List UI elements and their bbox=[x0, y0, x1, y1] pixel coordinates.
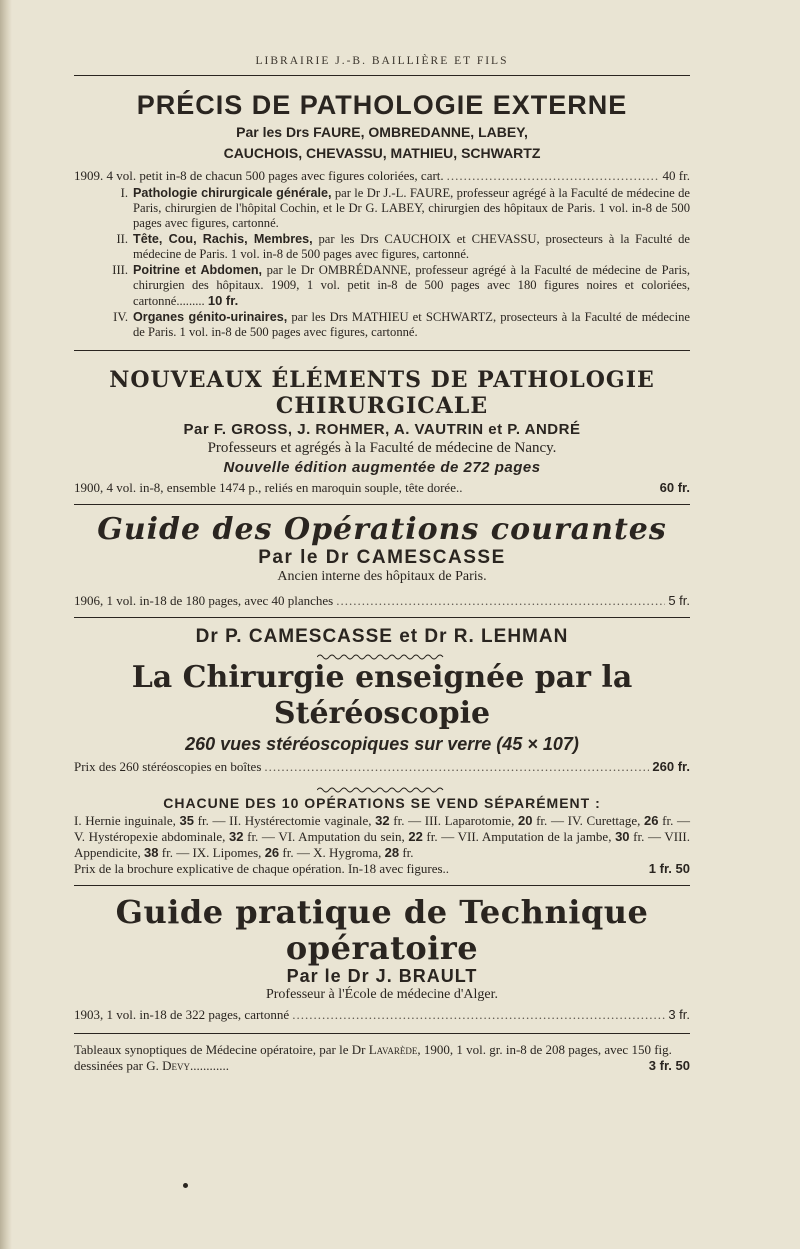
operation-label: II. Hystérectomie vaginale, bbox=[229, 813, 372, 828]
divider bbox=[74, 1033, 690, 1034]
technique-title: Guide pratique de Technique opératoire bbox=[115, 893, 649, 967]
nouveaux-summary bbox=[74, 480, 690, 496]
operation-item bbox=[568, 813, 690, 828]
operation-sep: fr. — bbox=[629, 829, 665, 844]
volume-list bbox=[74, 186, 690, 340]
stereo-price-text: Prix des 260 stéréoscopies en boîtes bbox=[74, 759, 262, 774]
nouveaux-subtitle: Professeurs et agrégés à la Faculté de médecine de Nancy. bbox=[207, 440, 557, 456]
ornament-wave bbox=[74, 648, 690, 656]
running-head: LIBRAIRIE J.-B. BAILLIÈRE ET FILS bbox=[255, 55, 509, 67]
operation-label: VI. Amputation du sein, bbox=[278, 829, 405, 844]
volume-number: IV. bbox=[113, 310, 128, 324]
technique-price: 3 fr. bbox=[668, 1007, 690, 1022]
operation-sep: fr. — bbox=[158, 845, 193, 860]
brochure-price: 1 fr. 50 bbox=[648, 861, 690, 876]
operation-sep: fr. — bbox=[194, 813, 230, 828]
nouveaux-price: 60 fr. bbox=[659, 480, 690, 495]
operation-sep: fr. — bbox=[389, 813, 425, 828]
catalog-page bbox=[74, 55, 690, 1074]
section-nouveaux-elements bbox=[74, 367, 690, 496]
operation-price: 20 bbox=[517, 813, 533, 828]
operation-item bbox=[313, 845, 413, 860]
operation-item bbox=[425, 813, 568, 828]
operation-item bbox=[458, 829, 665, 844]
operation-price: 35 bbox=[179, 813, 195, 828]
volume-item bbox=[74, 186, 690, 231]
operation-item bbox=[192, 845, 313, 860]
guide-operations-summary-text: 1906, 1 vol. in-18 de 180 pages, avec 40 planches bbox=[74, 593, 334, 608]
operation-label: V. Hystéropexie abdominale, bbox=[74, 829, 226, 844]
divider bbox=[74, 350, 690, 351]
guide-operations-title: Guide des Opérations courantes bbox=[97, 512, 667, 547]
volume-head: Tête, Cou, Rachis, Membres, bbox=[133, 232, 313, 246]
stereo-authors: Dr P. CAMESCASSE et Dr R. LEHMAN bbox=[195, 626, 569, 647]
volume-item bbox=[74, 232, 690, 262]
operation-item bbox=[74, 813, 229, 828]
operation-price: 32 bbox=[375, 813, 390, 828]
page-mark bbox=[183, 1183, 188, 1188]
volume-head: Pathologie chirurgicale générale, bbox=[133, 186, 332, 200]
tableaux-author-a: Lavarède bbox=[368, 1042, 418, 1057]
stereo-title: La Chirurgie enseignée par la Stéréoscopie bbox=[131, 660, 633, 731]
volume-text: par le Dr OMBRÉDANNE, professeur agrégé à la Faculté de médecine de Paris, chirurgien des hôpitaux. 1909, 1 vol. petit in-8 de 500 pages avec 180 figures noires et coloriées, cartonné......... bbox=[133, 263, 691, 308]
operation-price: 38 bbox=[144, 845, 159, 860]
precis-summary-text: 1909. 4 vol. petit in-8 de chacun 500 pages avec figures coloriées, cart. bbox=[74, 168, 444, 183]
precis-authors-line1: Par les Drs FAURE, OMBREDANNE, LABEY, bbox=[236, 124, 528, 140]
volume-text: par les Drs CAUCHOIX et CHEVASSU, prosecteurs à la Faculté de médecine de Paris. 1 vol. in-8 de 500 pages avec figures, cartonné. bbox=[133, 232, 690, 261]
operation-label: III. Laparotomie, bbox=[424, 813, 515, 828]
guide-operations-price: 5 fr. bbox=[668, 593, 690, 608]
technique-summary bbox=[74, 1007, 690, 1023]
nouveaux-summary-text: 1900, 4 vol. in-8, ensemble 1474 p., reliés en maroquin souple, tête dorée.. bbox=[74, 480, 463, 495]
operation-label: IX. Lipomes, bbox=[192, 845, 262, 860]
section-technique-operatoire bbox=[74, 894, 690, 1023]
tableaux-text-b: , 1900, 1 vol. gr. in-8 de 208 pages, avec 150 fig. dessinées par G. bbox=[74, 1042, 672, 1073]
technique-summary-text: 1903, 1 vol. in-18 de 322 pages, cartonné bbox=[74, 1007, 290, 1022]
volume-item bbox=[74, 310, 690, 340]
operation-price: 30 bbox=[615, 829, 630, 844]
tableaux-price: 3 fr. 50 bbox=[648, 1058, 690, 1073]
tableaux-author-b: Devy bbox=[162, 1058, 190, 1073]
operation-price: 26 bbox=[644, 813, 659, 828]
volume-number: III. bbox=[112, 263, 128, 277]
operation-sep: fr. bbox=[399, 845, 414, 860]
operation-item bbox=[229, 813, 425, 828]
operation-price: 22 bbox=[408, 829, 423, 844]
operation-label: VIII. Appendicite, bbox=[74, 829, 690, 860]
volume-head: Organes génito-urinaires, bbox=[133, 310, 288, 324]
brochure-text: Prix de la brochure explicative de chaque opération. In-18 avec figures.. bbox=[74, 861, 450, 876]
divider bbox=[74, 75, 690, 76]
guide-operations-author: Par le Dr CAMESCASSE bbox=[258, 547, 506, 568]
divider bbox=[74, 885, 690, 886]
guide-operations-subtitle: Ancien interne des hôpitaux de Paris. bbox=[277, 569, 487, 584]
operation-item bbox=[74, 829, 278, 844]
operation-sep: fr. — bbox=[422, 829, 458, 844]
operation-price: 26 bbox=[264, 845, 280, 860]
precis-authors-line2: CAUCHOIS, CHEVASSU, MATHIEU, SCHWARTZ bbox=[223, 145, 541, 161]
section-precis bbox=[74, 90, 690, 340]
operation-label: X. Hygroma, bbox=[313, 845, 382, 860]
section-stereoscopie bbox=[74, 626, 690, 877]
nouveaux-title: NOUVEAUX ÉLÉMENTS DE PATHOLOGIE CHIRURGICALE bbox=[109, 367, 655, 419]
precis-title: PRÉCIS DE PATHOLOGIE EXTERNE bbox=[136, 90, 628, 120]
operation-item bbox=[278, 829, 457, 844]
precis-price: 40 fr. bbox=[662, 168, 690, 183]
nouveaux-edition: Nouvelle édition augmentée de 272 pages bbox=[223, 459, 541, 476]
stereo-subtitle: 260 vues stéréoscopiques sur verre (45 × 107) bbox=[185, 734, 579, 754]
volume-text: par le Dr J.-L. FAURE, professeur agrégé à la Faculté de médecine de Paris, chirurgien de l'hôpital Cochin, et le Dr G. LABEY, chirurgien des hôpitaux de Paris. 1 vol. in-8 de 500 pages avec figures, cartonné. bbox=[133, 186, 690, 230]
stereo-price-line bbox=[74, 759, 690, 775]
operation-price: 28 bbox=[384, 845, 400, 860]
volume-number: II. bbox=[116, 232, 128, 246]
book-spine-shadow bbox=[0, 0, 12, 1249]
operation-label: I. Hernie inguinale, bbox=[74, 813, 176, 828]
divider bbox=[74, 504, 690, 505]
volume-number: I. bbox=[120, 186, 128, 200]
operation-sep: fr. — bbox=[658, 813, 690, 828]
technique-subtitle: Professeur à l'École de médecine d'Alger. bbox=[265, 987, 499, 1002]
guide-operations-summary bbox=[74, 593, 690, 609]
operation-sep: fr. — bbox=[279, 845, 314, 860]
section-tableaux bbox=[74, 1042, 690, 1074]
operation-label: VII. Amputation de la jambe, bbox=[457, 829, 612, 844]
operations-list bbox=[74, 813, 690, 861]
precis-summary bbox=[74, 168, 690, 184]
technique-author: Par le Dr J. BRAULT bbox=[286, 966, 478, 986]
stereo-price: 260 fr. bbox=[652, 759, 690, 774]
stereo-chacune: CHACUNE DES 10 OPÉRATIONS SE VEND SÉPARÉMENT : bbox=[163, 795, 601, 811]
operation-sep: fr. — bbox=[243, 829, 279, 844]
nouveaux-authors: Par F. GROSS, J. ROHMER, A. VAUTRIN et P. ANDRÉ bbox=[183, 421, 581, 438]
operation-sep: fr. — bbox=[532, 813, 568, 828]
operation-label: IV. Curettage, bbox=[567, 813, 641, 828]
operation-price: 32 bbox=[229, 829, 244, 844]
volume-item bbox=[74, 263, 690, 309]
divider bbox=[74, 617, 690, 618]
ornament-wave bbox=[74, 781, 690, 789]
volume-price: 10 fr. bbox=[207, 293, 239, 308]
volume-head: Poitrine et Abdomen, bbox=[133, 263, 263, 277]
tableaux-text-a: Tableaux synoptiques de Médecine opératoire, par le Dr bbox=[74, 1042, 366, 1057]
tableaux-dots: ............ bbox=[189, 1058, 229, 1073]
volume-text: par les Drs MATHIEU et SCHWARTZ, prosecteurs à la Faculté de médecine de Paris. 1 vol. in-8 de 500 pages avec figures, cartonné. bbox=[133, 310, 690, 339]
brochure-line bbox=[74, 861, 690, 877]
section-guide-operations bbox=[74, 513, 690, 609]
